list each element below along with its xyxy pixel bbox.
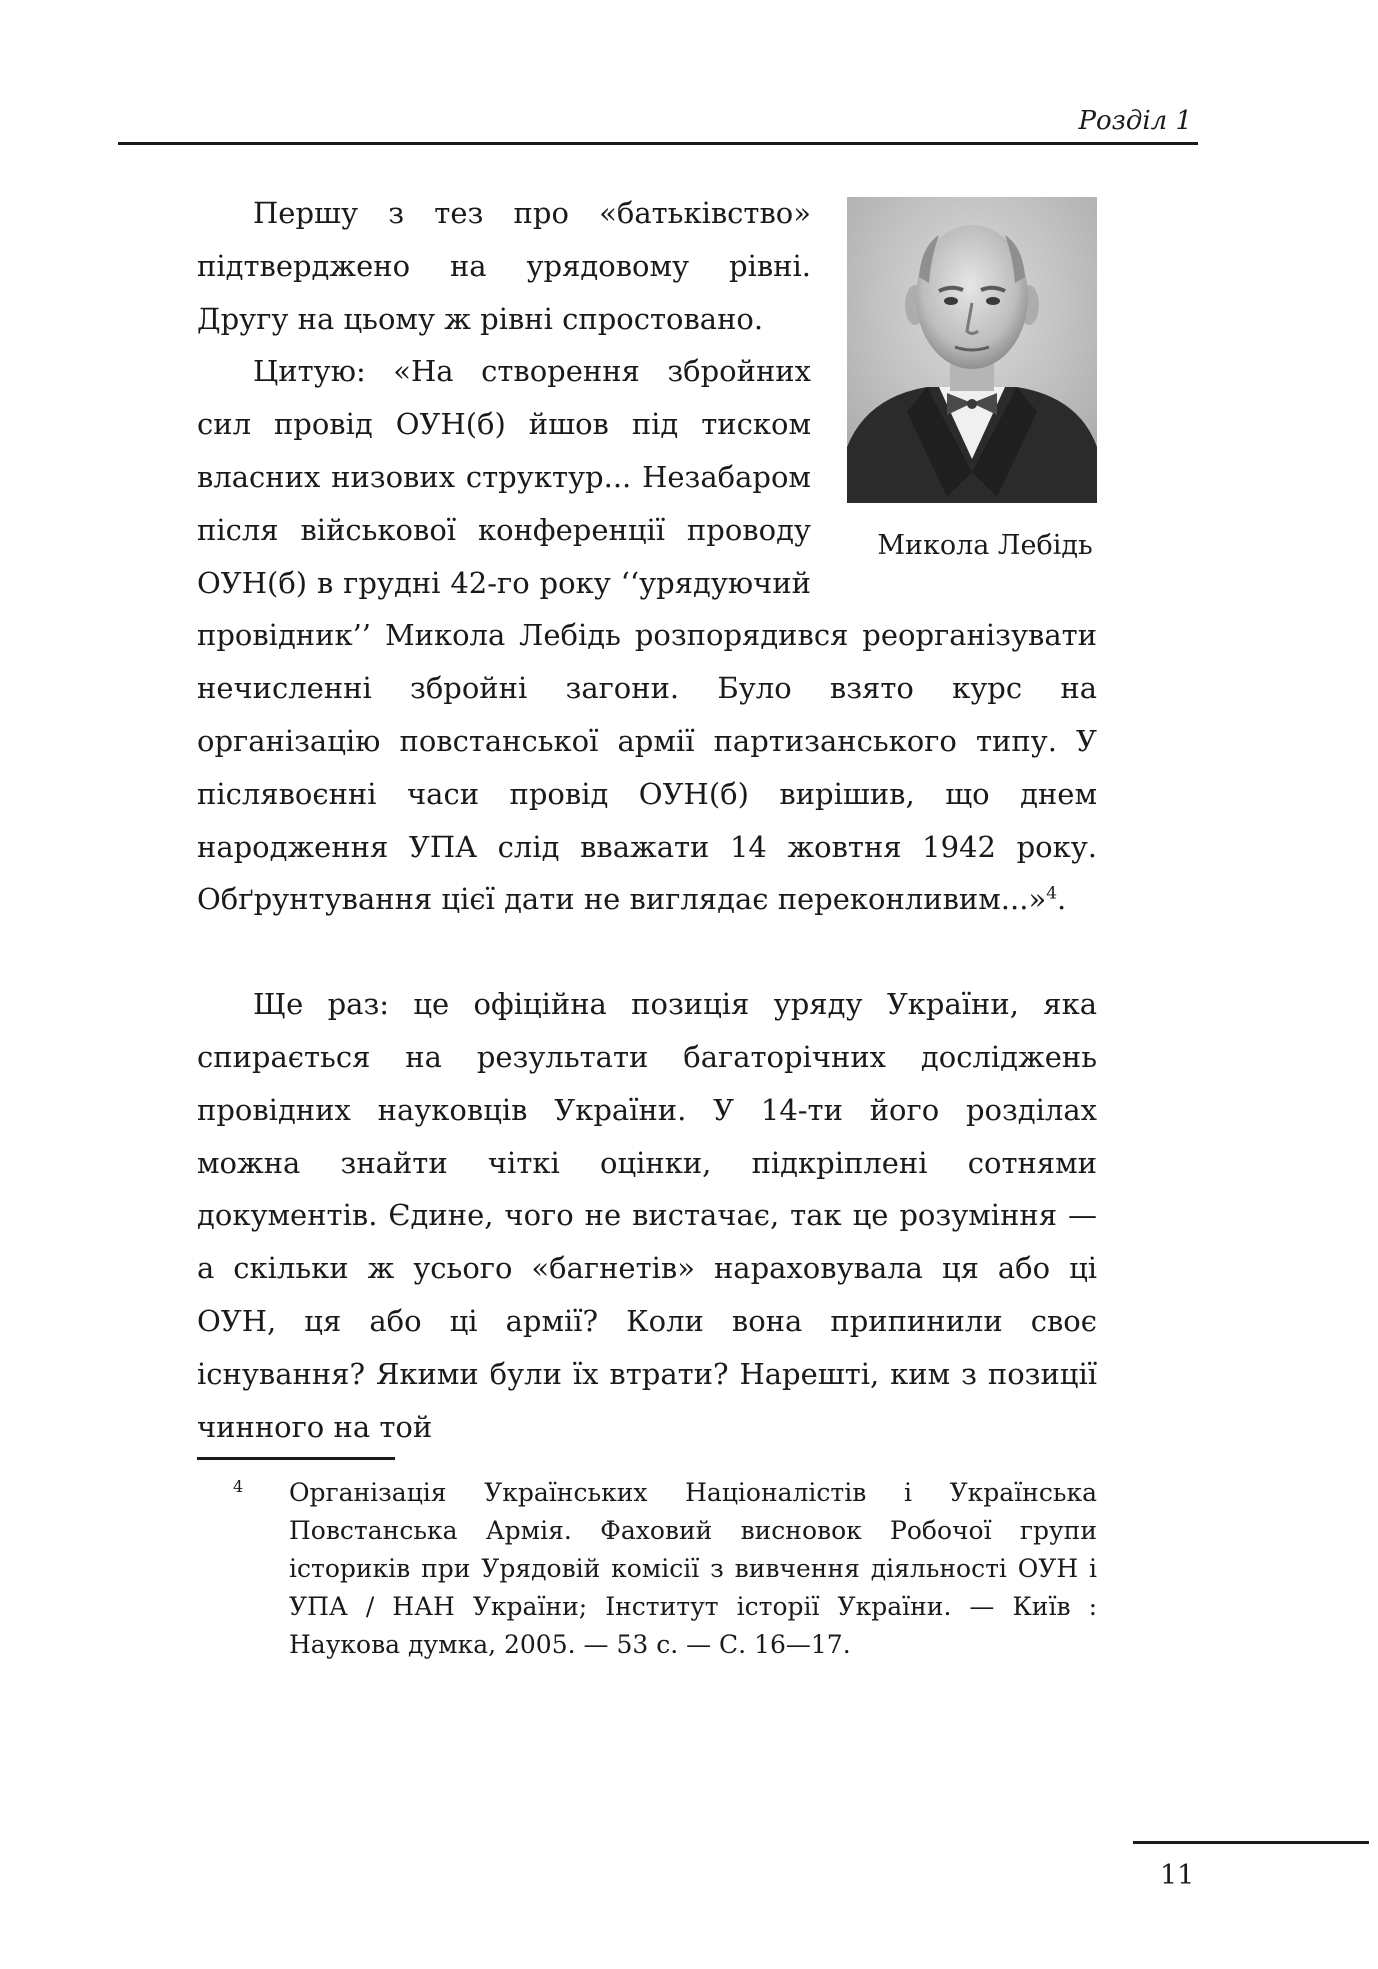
paragraph: Ще раз: це офіційна позиція уряду України, яка спирається на результати багаторічних досліджень провідних науковців України. У 14-ти його розділах можна знайти чіткі оцінки, підкріплені сотнями документів. Єдине, чого не вистачає, так це розуміння — а скільки ж усього «багнетів» нараховувала ця або ці ОУН, ця або ці армії? Коли вона припинили своє існування? Якими були їх втрати? Нарешті, ким з позиції чинного на той — [197, 987, 1097, 1444]
footnote-body — [233, 1474, 1097, 1664]
page-number: 11 — [1160, 1860, 1195, 1891]
chapter-title: Розділ 1 — [1078, 106, 1192, 136]
footnote — [197, 1474, 1097, 1664]
body-text — [197, 187, 1097, 1453]
page-number-rule — [1133, 1841, 1369, 1844]
paragraph-punctuation: . — [1057, 882, 1067, 917]
footnote-number: 4 — [233, 1477, 244, 1496]
portrait-photo — [847, 197, 1097, 503]
footnote-text: Організація Українських Націоналістів і Українська Повстанська Армія. Фаховий висновок Робочої групи істориків при Урядовій комісії з вивчення діяльності ОУН і УПА / НАН України; Інститут історії України. — Київ : Наукова думка, 2005. — 53 с. — С. 16—17. — [289, 1478, 1097, 1659]
footnote-reference: 4 — [1046, 883, 1058, 904]
running-head — [118, 100, 1198, 145]
paragraph: Першу з тез про «батьківство» підтверджено на урядовому рівні. Другу на цьому ж рівні спростовано. — [197, 196, 811, 336]
footnote-divider — [197, 1457, 395, 1460]
portrait-figure — [847, 197, 1097, 563]
paragraph-text: Цитую: «На створення збройних сил провід ОУН(б) йшов під тиском власних низових структур... Незабаром після військової конференції проводу ОУН(б) в грудні 42-го року ‘‘урядуючий провідник’’ Микола Лебідь розпорядився реорганізувати нечисленні збройні загони. Було взято курс на організацію повстанської армії партизанського типу. У післявоєнні часи провід ОУН(б) вирішив, що днем народження УПА слід вважати 14 жовтня 1942 року. Обґрунтування цієї дати не виглядає переконливим...» — [197, 354, 1097, 917]
portrait-caption: Микола Лебідь — [877, 530, 1093, 561]
